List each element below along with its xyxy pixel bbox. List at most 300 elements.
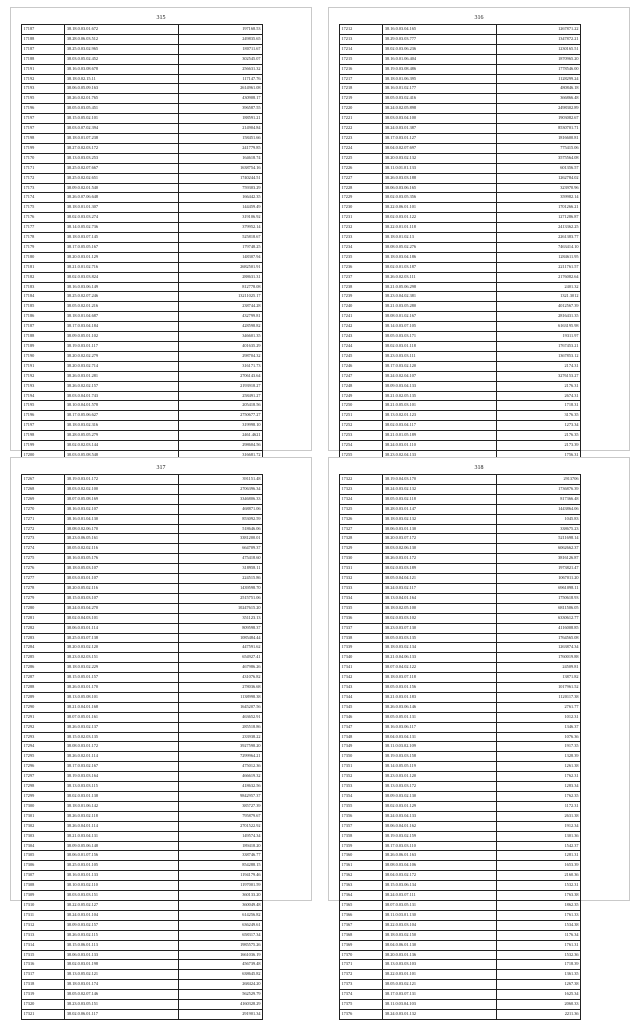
row-code-cell: 38.18.0.03.07.145 (65, 233, 178, 243)
row-value-cell: 158451.66 (178, 133, 262, 143)
row-code-cell: 38.03.0.05.02.452 (65, 54, 178, 64)
row-code-cell: 38.11.0.03.04.103 (383, 1000, 496, 1010)
row-id-cell: 17181 (22, 262, 65, 272)
row-value-cell: 1542.37 (496, 841, 580, 851)
table-row (340, 133, 581, 143)
row-value-cell: 614256.82 (178, 910, 262, 920)
row-id-cell: 17269 (22, 494, 65, 504)
row-value-cell: 2498302.89 (496, 104, 580, 114)
row-value-cell: 2631.38 (496, 811, 580, 821)
row-code-cell: 38.02.0.03.01.118 (383, 342, 496, 352)
table-row (22, 910, 263, 920)
row-code-cell: 38.02.0.03.06.236 (383, 44, 496, 54)
row-code-cell: 38.16.0.03.06.117 (383, 722, 496, 732)
row-code-cell: 38.24.0.03.01.110 (383, 441, 496, 451)
table-row (22, 643, 263, 653)
row-value-cell: 2461.4621 (178, 431, 262, 441)
row-id-cell: 17288 (22, 683, 65, 693)
row-id-cell: 17178 (22, 233, 65, 243)
row-id-cell: 17200 (22, 450, 65, 460)
row-value-cell: 1012.31 (496, 712, 580, 722)
row-id-cell: 17373 (340, 980, 383, 990)
row-value-cell: 1263874.34 (496, 643, 580, 653)
row-value-cell: 1271286.87 (496, 213, 580, 223)
row-code-cell: 38.07.0.03.05.131 (383, 900, 496, 910)
table-row (22, 623, 263, 633)
row-value-cell: 1085484.44 (178, 633, 262, 643)
row-id-cell: 17184 (22, 292, 65, 302)
table-row (22, 252, 263, 262)
row-id-cell: 17317 (22, 970, 65, 980)
row-code-cell: 38.16.0.03.05.176 (65, 554, 178, 564)
row-code-cell: 38.16.0.03.01.133 (65, 871, 178, 881)
row-id-cell: 17196 (22, 411, 65, 421)
row-id-cell: 17302 (22, 821, 65, 831)
row-value-cell: 2176.35 (496, 431, 580, 441)
row-value-cell: 853092.59 (178, 514, 262, 524)
table-row (22, 74, 263, 84)
row-code-cell: 38.18.0.02.15.11 (65, 74, 178, 84)
row-id-cell: 17199 (22, 441, 65, 451)
table-row (22, 821, 263, 831)
table-row (340, 891, 581, 901)
table-row (340, 25, 581, 35)
row-id-cell: 17194 (22, 391, 65, 401)
table-row (22, 702, 263, 712)
row-id-cell: 17356 (340, 811, 383, 821)
document-page (10, 7, 312, 457)
row-id-cell: 17353 (340, 782, 383, 792)
row-code-cell: 38.22.0.03.01.101 (383, 970, 496, 980)
table-row (22, 34, 263, 44)
row-value-cell: 1443864.06 (496, 504, 580, 514)
row-code-cell: 38.06.0.03.06.165 (383, 183, 496, 193)
row-value-cell: 795879.67 (178, 811, 262, 821)
row-code-cell: 38.20.0.03.07.172 (383, 534, 496, 544)
row-value-cell: 2176082.64 (496, 272, 580, 282)
row-code-cell: 38.18.0.01.01.307 (65, 203, 178, 213)
table-row (340, 441, 581, 451)
row-value-cell: 1176.34 (496, 930, 580, 940)
row-id-cell: 17334 (340, 593, 383, 603)
table-row (22, 133, 263, 143)
row-code-cell: 38.08.0.03.04.106 (383, 861, 496, 871)
table-row (22, 613, 263, 623)
table-row (22, 114, 263, 124)
table-row (340, 173, 581, 183)
table-row (340, 534, 581, 544)
row-value-cell: 475418.60 (178, 554, 262, 564)
table-row (340, 544, 581, 554)
row-code-cell: 38.13.0.03.03.103 (383, 960, 496, 970)
row-code-cell: 38.24.0.03.02.132 (383, 484, 496, 494)
row-value-cell: 1985575.26 (178, 940, 262, 950)
row-code-cell: 38.18.0.01.02.13 (383, 233, 496, 243)
table-row (340, 1009, 581, 1019)
row-value-cell: 1267.38 (496, 980, 580, 990)
row-id-cell: 17271 (22, 514, 65, 524)
row-value-cell: 8530701.71 (496, 124, 580, 134)
row-code-cell: 38.21.0.05.03.101 (383, 401, 496, 411)
row-value-cell: 1762.31 (496, 772, 580, 782)
row-id-cell: 17274 (22, 544, 65, 554)
table-row (22, 163, 263, 173)
row-value-cell: 258491.27 (178, 391, 262, 401)
table-row (340, 821, 581, 831)
row-value-cell: 1816600.81 (496, 133, 580, 143)
table-row (22, 124, 263, 134)
row-value-cell: 24509.81 (496, 663, 580, 673)
table-row (340, 401, 581, 411)
row-code-cell: 38.29.0.03.03.777 (383, 34, 496, 44)
row-code-cell: 38.20.0.03.02.132 (383, 153, 496, 163)
row-id-cell: 17309 (22, 891, 65, 901)
row-id-cell: 17322 (340, 475, 383, 485)
data-table (339, 474, 581, 1020)
table-row (22, 94, 263, 104)
row-id-cell: 17273 (22, 534, 65, 544)
table-row (340, 643, 581, 653)
table-row (22, 312, 263, 322)
row-id-cell: 17331 (340, 564, 383, 574)
table-row (22, 801, 263, 811)
row-id-cell: 17193 (22, 381, 65, 391)
row-code-cell: 38.17.0.03.03.110 (383, 841, 496, 851)
row-value-cell: 189418.20 (178, 841, 262, 851)
row-id-cell: 17298 (22, 782, 65, 792)
row-code-cell: 38.20.0.02.02.279 (65, 351, 178, 361)
row-code-cell: 38.05.0.03.03.135 (383, 633, 496, 643)
row-value-cell: 298704.32 (178, 351, 262, 361)
table-row (22, 950, 263, 960)
table-row (22, 940, 263, 950)
row-value-cell: 2193918.27 (178, 381, 262, 391)
table-row (340, 722, 581, 732)
row-id-cell: 17191 (22, 361, 65, 371)
row-code-cell: 38.28.0.05.05.279 (65, 431, 178, 441)
row-id-cell: 17247 (340, 371, 383, 381)
row-code-cell: 38.26.0.02.01.114 (65, 752, 178, 762)
row-value-cell: 1718.39 (496, 960, 580, 970)
table-row (22, 603, 263, 613)
row-value-cell: 148307.94 (178, 252, 262, 262)
row-id-cell: 17233 (340, 233, 383, 243)
row-id-cell: 17323 (340, 484, 383, 494)
row-id-cell: 17335 (340, 603, 383, 613)
row-id-cell: 17327 (340, 524, 383, 534)
row-id-cell: 17326 (340, 514, 383, 524)
row-id-cell: 17285 (22, 653, 65, 663)
row-value-cell: 1283.34 (496, 782, 580, 792)
row-value-cell: 3575564.08 (496, 153, 580, 163)
row-id-cell: 17199 (22, 143, 65, 153)
row-code-cell: 38.13.0.03.03.253 (65, 153, 178, 163)
row-code-cell: 38.25.0.02.02.651 (65, 173, 178, 183)
table-row (22, 831, 263, 841)
row-id-cell: 17338 (340, 633, 383, 643)
table-row (22, 871, 263, 881)
table-row (340, 752, 581, 762)
table-row (22, 732, 263, 742)
table-row (340, 484, 581, 494)
table-row (22, 752, 263, 762)
row-code-cell: 38.18.0.03.02.134 (383, 643, 496, 653)
row-value-cell: 4012567.39 (496, 302, 580, 312)
row-value-cell: 338675.23 (496, 524, 580, 534)
row-code-cell: 38.06.0.01.07.156 (65, 851, 178, 861)
row-code-cell: 38.24.0.03.01.387 (383, 124, 496, 134)
table-row (340, 504, 581, 514)
table-row (22, 920, 263, 930)
table-row (340, 603, 581, 613)
row-value-cell: 4116008.85 (496, 623, 580, 633)
table-row (340, 801, 581, 811)
row-id-cell: 17343 (340, 683, 383, 693)
row-code-cell: 38.03.0.03.04.100 (383, 114, 496, 124)
table-row (340, 163, 581, 173)
row-value-cell: 432799.81 (178, 312, 262, 322)
row-code-cell: 38.09.0.02.01.540 (65, 183, 178, 193)
table-row (340, 861, 581, 871)
table-row (340, 203, 581, 213)
table-row (22, 970, 263, 980)
row-code-cell: 38.02.0.04.03.101 (65, 613, 178, 623)
table-row (22, 381, 263, 391)
row-id-cell: 17374 (340, 990, 383, 1000)
row-code-cell: 38.18.0.02.05.100 (383, 603, 496, 613)
table-row (340, 272, 581, 282)
row-value-cell: 316171.73 (178, 361, 262, 371)
table-row (22, 1009, 263, 1019)
table-row (22, 633, 263, 643)
row-value-cell: 430908.17 (178, 94, 262, 104)
row-id-cell: 17195 (22, 94, 65, 104)
row-value-cell: 817366.48 (496, 494, 580, 504)
row-code-cell: 38.03.0.02.02.100 (65, 484, 178, 494)
row-value-cell: 2913706 (496, 475, 580, 485)
row-id-cell: 17244 (340, 342, 383, 352)
row-code-cell: 38.13.0.03.03.172 (383, 782, 496, 792)
row-value-cell: 385727.39 (178, 801, 262, 811)
table-row (340, 910, 581, 920)
row-code-cell: 38.16.0.01.04.130 (65, 514, 178, 524)
row-id-cell: 17346 (340, 712, 383, 722)
row-code-cell: 38.21.0.03.05.280 (383, 302, 496, 312)
row-code-cell: 38.18.0.01.07.238 (65, 133, 178, 143)
row-value-cell: 256631.32 (178, 64, 262, 74)
table-row (22, 692, 263, 702)
row-value-cell: 1301.36 (496, 831, 580, 841)
row-value-cell: 2160.36 (496, 871, 580, 881)
row-code-cell: 38.09.0.03.04.133 (383, 381, 496, 391)
row-value-cell: 164618.74 (178, 153, 262, 163)
row-code-cell: 38.25.0.03.07.138 (65, 633, 178, 643)
table-row (22, 143, 263, 153)
table-row (22, 54, 263, 64)
row-code-cell: 38.20.0.03.01.129 (65, 252, 178, 262)
row-value-cell: 2701522.92 (178, 821, 262, 831)
row-value-cell: 224515.86 (178, 574, 262, 584)
row-value-cell: 319106.92 (178, 213, 262, 223)
table-row (22, 332, 263, 342)
row-id-cell: 17175 (22, 203, 65, 213)
row-id-cell: 17172 (22, 173, 65, 183)
table-row (22, 64, 263, 74)
table-row (340, 772, 581, 782)
table-row (22, 960, 263, 970)
row-value-cell: 3816126.87 (496, 554, 580, 564)
row-code-cell: 38.24.0.03.01.132 (383, 1009, 496, 1019)
row-value-cell: 636249.61 (178, 920, 262, 930)
row-value-cell: 466619.32 (178, 772, 262, 782)
row-value-cell: 1284611.95 (496, 252, 580, 262)
row-code-cell: 38.21.0.03.01.183 (383, 692, 496, 702)
row-code-cell: 38.16.0.03.04.165 (383, 25, 496, 35)
row-id-cell: 17281 (22, 613, 65, 623)
row-id-cell: 17225 (340, 153, 383, 163)
table-row (22, 351, 263, 361)
row-id-cell: 17170 (22, 153, 65, 163)
row-code-cell: 38.20.0.03.02.714 (65, 361, 178, 371)
table-row (340, 302, 581, 312)
row-value-cell: 3276153.27 (496, 371, 580, 381)
row-id-cell: 17255 (340, 450, 383, 460)
table-row (340, 742, 581, 752)
row-code-cell: 38.26.0.02.02.157 (65, 381, 178, 391)
row-value-cell: 6811506.05 (496, 603, 580, 613)
row-value-cell: 1532.36 (496, 950, 580, 960)
row-code-cell: 38.05.0.03.01.156 (383, 683, 496, 693)
row-value-cell: 401635.29 (178, 342, 262, 352)
table-row (340, 322, 581, 332)
row-code-cell: 38.17.0.05.05.167 (65, 242, 178, 252)
row-value-cell: 431076.82 (178, 673, 262, 683)
row-id-cell: 17236 (340, 262, 383, 272)
table-row (22, 431, 263, 441)
row-id-cell: 17279 (22, 593, 65, 603)
row-id-cell: 17319 (22, 990, 65, 1000)
row-value-cell: 480846.18 (496, 84, 580, 94)
row-value-cell: 268424.20 (178, 980, 262, 990)
row-value-cell: 338746.77 (178, 851, 262, 861)
row-value-cell: 1653.39 (496, 861, 580, 871)
table-row (340, 213, 581, 223)
row-code-cell: 38.14.0.05.05.119 (383, 762, 496, 772)
row-code-cell: 38.15.0.03.06.134 (383, 881, 496, 891)
row-id-cell: 17297 (22, 772, 65, 782)
row-value-cell: 1261.38 (496, 762, 580, 772)
row-id-cell: 17330 (340, 554, 383, 564)
row-code-cell: 38.08.0.05.02.276 (383, 242, 496, 252)
row-id-cell: 17174 (22, 193, 65, 203)
row-value-cell: 318958.11 (178, 564, 262, 574)
table-row (22, 792, 263, 802)
row-value-cell: 2173.39 (496, 441, 580, 451)
row-code-cell: 38.05.0.02.01.216 (65, 302, 178, 312)
row-value-cell: 1194179.46 (178, 871, 262, 881)
row-code-cell: 38.19.0.03.01.117 (65, 342, 178, 352)
row-value-cell: 323970.96 (496, 183, 580, 193)
row-code-cell: 38.02.0.01.03.187 (383, 262, 496, 272)
row-value-cell: 467986.26 (178, 663, 262, 673)
table-row (340, 792, 581, 802)
row-id-cell: 17300 (22, 801, 65, 811)
table-row (22, 673, 263, 683)
row-id-cell: 17294 (22, 742, 65, 752)
table-row (22, 411, 263, 421)
table-row (22, 223, 263, 233)
row-code-cell: 38.09.0.05.01.102 (65, 332, 178, 342)
row-id-cell: 17223 (340, 133, 383, 143)
row-code-cell: 38.06.0.04.01.162 (383, 821, 496, 831)
table-row (340, 223, 581, 233)
table-row (340, 143, 581, 153)
row-value-cell: 179748.25 (178, 242, 262, 252)
row-value-cell: 2706396.34 (178, 484, 262, 494)
row-id-cell: 17350 (340, 752, 383, 762)
row-code-cell: 38.26.0.03.02.137 (65, 722, 178, 732)
row-value-cell: 351123.13 (178, 613, 262, 623)
row-code-cell: 38.05.0.03.02.118 (383, 494, 496, 504)
table-row (340, 524, 581, 534)
row-code-cell: 38.05.0.02.07.146 (65, 990, 178, 1000)
table-row (340, 950, 581, 960)
row-id-cell: 17308 (22, 881, 65, 891)
row-id-cell: 17284 (22, 643, 65, 653)
table-row (340, 494, 581, 504)
row-code-cell: 38.02.0.02.03.144 (65, 441, 178, 451)
row-id-cell: 17366 (340, 910, 383, 920)
row-id-cell: 17212 (340, 25, 383, 35)
row-value-cell: 1638754.16 (178, 163, 262, 173)
row-value-cell: 1321.3012 (496, 292, 580, 302)
page-number: 318 (474, 465, 484, 471)
row-code-cell: 38.21.0.03.04.131 (65, 831, 178, 841)
row-value-cell: 166442.35 (178, 193, 262, 203)
row-code-cell: 38.27.0.02.03.172 (65, 143, 178, 153)
table-row (340, 673, 581, 683)
row-id-cell: 17214 (340, 44, 383, 54)
document-page (328, 7, 630, 457)
table-row (22, 44, 263, 54)
row-code-cell: 38.16.0.03.08.678 (65, 64, 178, 74)
row-value-cell: 2060.33 (496, 1000, 580, 1010)
row-value-cell: 10247615.20 (178, 603, 262, 613)
row-code-cell: 38.02.0.03.01.129 (383, 801, 496, 811)
row-id-cell: 17364 (340, 891, 383, 901)
row-id-cell: 17191 (22, 64, 65, 74)
table-row (340, 732, 581, 742)
row-id-cell: 17286 (22, 663, 65, 673)
row-id-cell: 17375 (340, 1000, 383, 1010)
row-value-cell: 2413362.25 (496, 223, 580, 233)
table-row (22, 282, 263, 292)
row-value-cell: 1761.31 (496, 940, 580, 950)
row-id-cell: 17228 (340, 183, 383, 193)
row-id-cell: 17173 (22, 183, 65, 193)
row-value-cell: 854288.15 (178, 861, 262, 871)
row-code-cell: 38.26.0.03.03.188 (383, 173, 496, 183)
table-row (340, 782, 581, 792)
row-value-cell: 3927598.20 (178, 742, 262, 752)
row-code-cell: 38.21.0.04.06.133 (383, 653, 496, 663)
row-code-cell: 38.19.0.04.03.170 (383, 475, 496, 485)
row-code-cell: 38.20.0.05.02.116 (65, 583, 178, 593)
row-id-cell: 17226 (340, 163, 383, 173)
row-id-cell: 17242 (340, 322, 383, 332)
row-code-cell: 38.15.0.03.03.107 (65, 593, 178, 603)
table-row (22, 153, 263, 163)
